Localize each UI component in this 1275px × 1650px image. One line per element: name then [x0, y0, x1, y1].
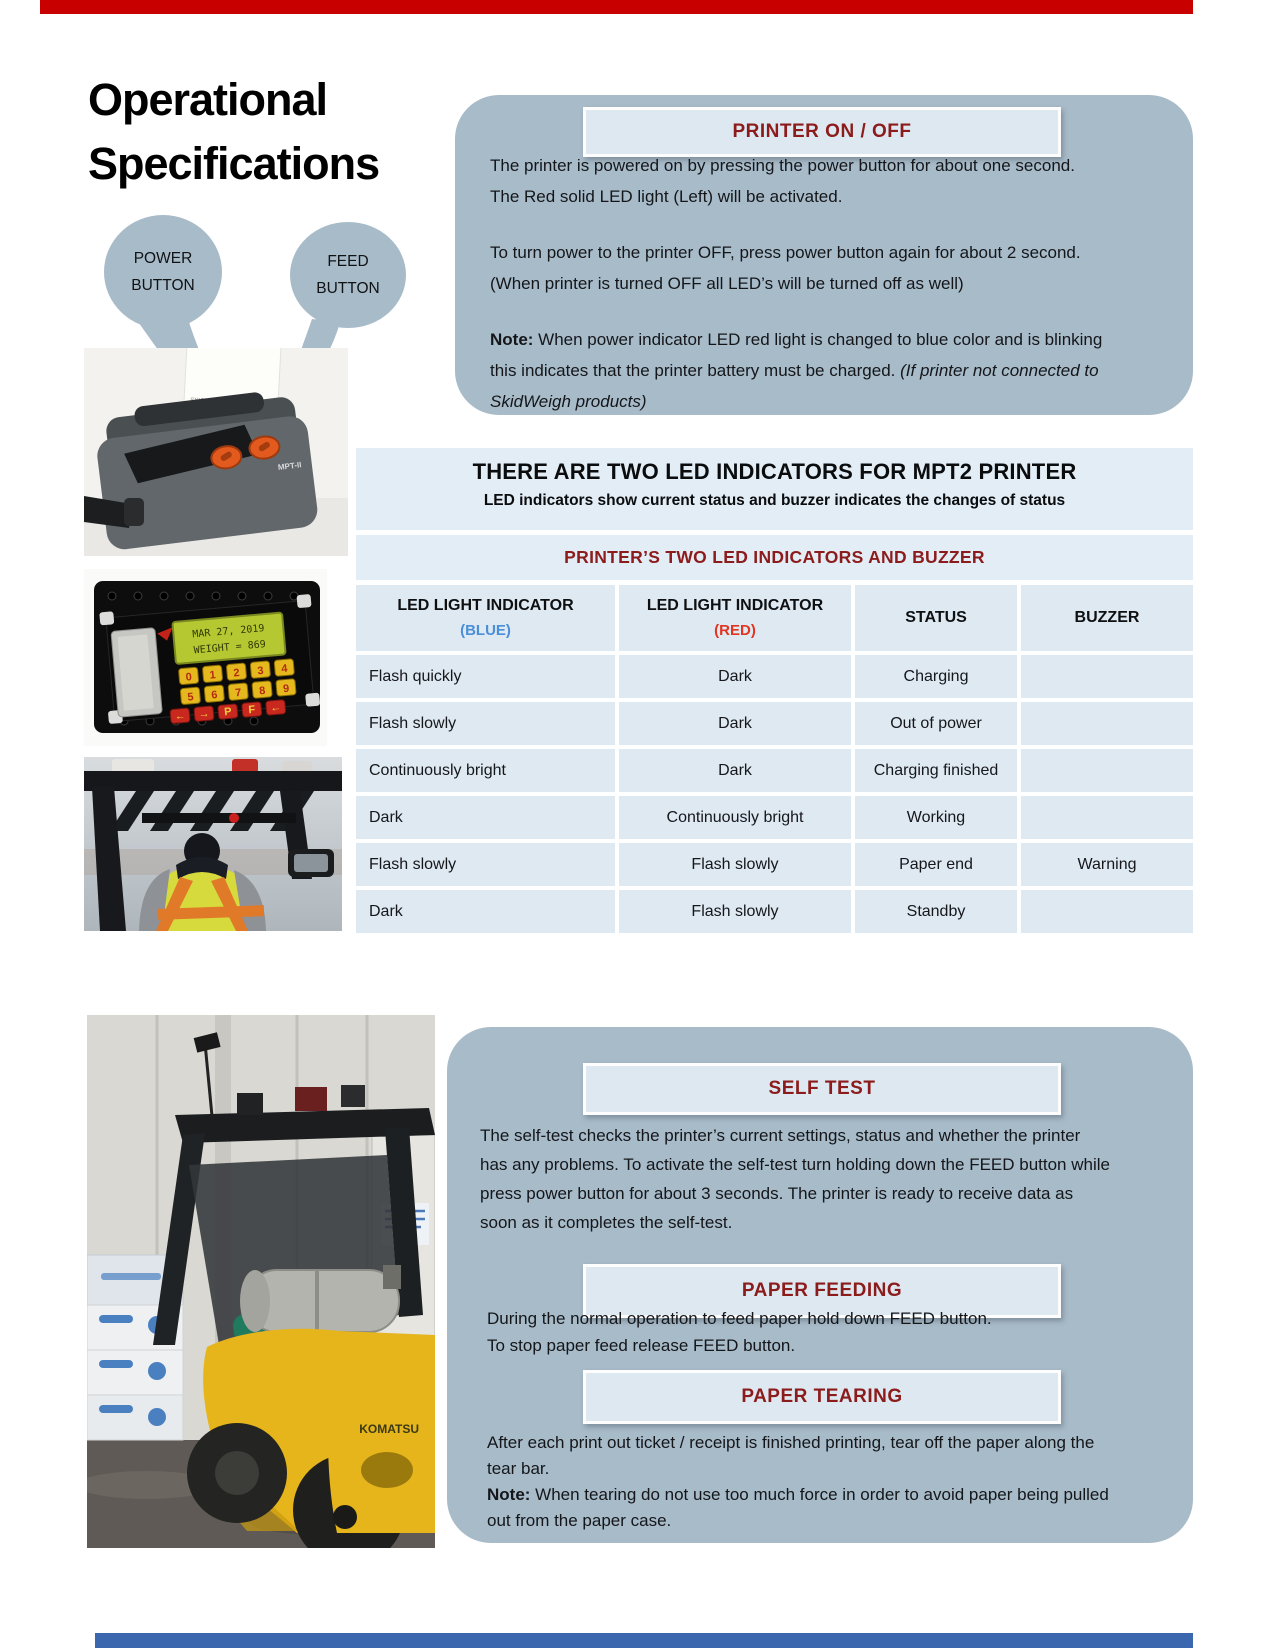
led-table-cell: Continuously bright: [356, 749, 615, 792]
keypad-key-label: P: [223, 705, 233, 719]
forklift-brand-label: KOMATSU: [359, 1422, 419, 1436]
led-table-cell: Out of power: [855, 702, 1017, 745]
led-table-subtitle: LED indicators show current status and buzzer indicates the changes of status: [483, 492, 1066, 509]
led-table-cell: Continuously bright: [619, 796, 851, 839]
on-off-line4: (When printer is turned OFF all LED’s will be turned off as well): [490, 274, 964, 293]
self-test-line4: soon as it completes the self-test.: [480, 1213, 733, 1232]
printer-on-off-heading-text: PRINTER ON / OFF: [732, 121, 912, 142]
led-table-cell: [1021, 796, 1193, 839]
note-label: Note:: [487, 1485, 531, 1504]
keypad-key-label: 5: [186, 691, 195, 704]
self-test-line2: has any problems. To activate the self-test turn holding down the FEED button while: [480, 1155, 1110, 1174]
note-rest: When tearing do not use too much force in order to avoid paper being pulled: [530, 1485, 1109, 1504]
lcd-line2: WEIGHT = 869: [193, 639, 267, 657]
printer-photo: [84, 348, 348, 556]
led-table-title-band: [356, 448, 1193, 530]
keypad-key-label: 4: [280, 662, 288, 676]
printer-on-off-text: [490, 150, 1180, 417]
on-off-line3: To turn power to the printer OFF, press power button again for about 2 second.: [490, 243, 1081, 262]
note-italic: (If printer not connected to: [900, 361, 1099, 380]
led-table-cell: Dark: [619, 702, 851, 745]
col-header-label: STATUS: [905, 609, 967, 626]
feed-callout-line1: FEED: [327, 253, 369, 270]
self-test-text: [480, 1121, 1180, 1237]
led-table-cell: Dark: [356, 796, 615, 839]
page-title-line2: Specifications: [88, 138, 380, 189]
col-header-label: BUZZER: [1074, 609, 1140, 626]
col-header-buzzer: [1021, 585, 1193, 651]
led-table-cell: [1021, 890, 1193, 933]
page-title: [88, 68, 379, 196]
on-off-line1: The printer is powered on by pressing the power button for about one second.: [490, 156, 1075, 175]
led-table-cell: Warning: [1021, 843, 1193, 886]
led-table-cell: Flash slowly: [356, 843, 615, 886]
lcd-line1: MAR 27, 2019: [191, 623, 265, 641]
led-table-title: THERE ARE TWO LED INDICATORS FOR MPT2 PRINTER: [472, 459, 1077, 484]
paper-tearing-line2: tear bar.: [487, 1459, 550, 1478]
keypad-key-label: 8: [258, 684, 266, 698]
keypad-key-label: 3: [256, 664, 265, 678]
keypad-key-label: 9: [282, 682, 290, 696]
led-table-cell: Standby: [855, 890, 1017, 933]
led-table-cell: Flash slowly: [619, 890, 851, 933]
paper-tearing-text: [487, 1430, 1187, 1534]
feed-callout-line2: BUTTON: [316, 280, 380, 297]
on-off-note-line2: [490, 355, 1180, 386]
note-plain: this indicates that the printer battery must be charged.: [490, 361, 901, 380]
led-table-cell: Dark: [356, 890, 615, 933]
note-rest: When power indicator LED red light is changed to blue color and is blinking: [533, 330, 1103, 349]
keypad-key-label: 0: [185, 671, 193, 684]
self-test-heading: [583, 1063, 1061, 1115]
col-header-label: LED LIGHT INDICATOR: [397, 597, 574, 614]
led-table-cell: Charging finished: [855, 749, 1017, 792]
keypad-keys: [167, 659, 298, 724]
operator-photo-art: [84, 757, 342, 931]
keypad-key-label: 2: [233, 666, 241, 680]
forklift-photo: [87, 1015, 435, 1548]
led-table-cell: [1021, 655, 1193, 698]
operator-photo: [84, 757, 342, 931]
led-table-cell: Flash slowly: [619, 843, 851, 886]
paper-feeding-line2: To stop paper feed release FEED button.: [487, 1336, 796, 1355]
led-table-cell: Working: [855, 796, 1017, 839]
page-title-line1: Operational: [88, 74, 328, 125]
on-off-note-line1: [490, 324, 1180, 355]
keypad-photo: [84, 569, 327, 746]
keypad-key-label: ←: [269, 701, 282, 715]
keypad-key-label: 1: [209, 669, 217, 682]
paper-tearing-line3: [487, 1482, 1187, 1508]
col-header-sub: (RED): [714, 622, 756, 639]
paper-feeding-heading-text: PAPER FEEDING: [741, 1280, 903, 1301]
self-test-heading-text: SELF TEST: [768, 1078, 876, 1099]
col-header-red: [619, 585, 851, 651]
keypad-key-label: 7: [234, 686, 242, 700]
printer-model-label: MPT-II: [277, 460, 302, 473]
led-table-cell: Charging: [855, 655, 1017, 698]
led-table-cell: Dark: [619, 655, 851, 698]
keypad-photo-art: [84, 569, 327, 746]
on-off-line2: The Red solid LED light (Left) will be activated.: [490, 187, 843, 206]
col-header-blue: [356, 585, 615, 651]
led-table-cell: [1021, 702, 1193, 745]
power-callout-line2: BUTTON: [131, 277, 195, 294]
col-header-status: [855, 585, 1017, 651]
led-table-cell: Flash quickly: [356, 655, 615, 698]
top-accent-bar: [40, 0, 1193, 14]
led-table-header: [356, 585, 1193, 651]
note-label: Note:: [490, 330, 534, 349]
power-button-callout: [103, 245, 223, 299]
bottom-accent-bar: [95, 1633, 1193, 1648]
keypad-key-label: ←: [174, 709, 187, 723]
paper-tearing-heading: [583, 1370, 1061, 1424]
self-test-line3: press power button for about 3 seconds. The printer is ready to receive data as: [480, 1184, 1074, 1203]
col-header-label: LED LIGHT INDICATOR: [646, 597, 824, 614]
keypad-key-label: →: [198, 707, 211, 721]
led-table-cell: [1021, 749, 1193, 792]
feed-button-callout: [288, 248, 408, 302]
led-table-band-text: PRINTER’S TWO LED INDICATORS AND BUZZER: [564, 547, 985, 567]
paper-feeding-line1: During the normal operation to feed paper hold down FEED button.: [487, 1309, 992, 1328]
paper-tearing-line4: out from the paper case.: [487, 1511, 672, 1530]
keypad-key-label: 6: [210, 688, 218, 702]
led-table-cell: Dark: [619, 749, 851, 792]
forklift-photo-art: [87, 1015, 435, 1548]
power-callout-line1: POWER: [133, 250, 193, 267]
paper-tearing-heading-text: PAPER TEARING: [741, 1386, 903, 1407]
self-test-line1: The self-test checks the printer’s current settings, status and whether the printer: [480, 1126, 1081, 1145]
col-header-sub: (BLUE): [460, 622, 511, 639]
led-table-cell: Flash slowly: [356, 702, 615, 745]
paper-feeding-text: [487, 1305, 1177, 1359]
paper-tearing-line1: After each print out ticket / receipt is finished printing, tear off the paper along the: [487, 1433, 1095, 1452]
led-table-cell: Paper end: [855, 843, 1017, 886]
on-off-note-line3: SkidWeigh products): [490, 392, 647, 411]
led-table-band: [356, 535, 1193, 580]
keypad-key-label: F: [247, 703, 256, 717]
led-table-body: [356, 655, 1193, 933]
printer-photo-art: [84, 348, 348, 556]
